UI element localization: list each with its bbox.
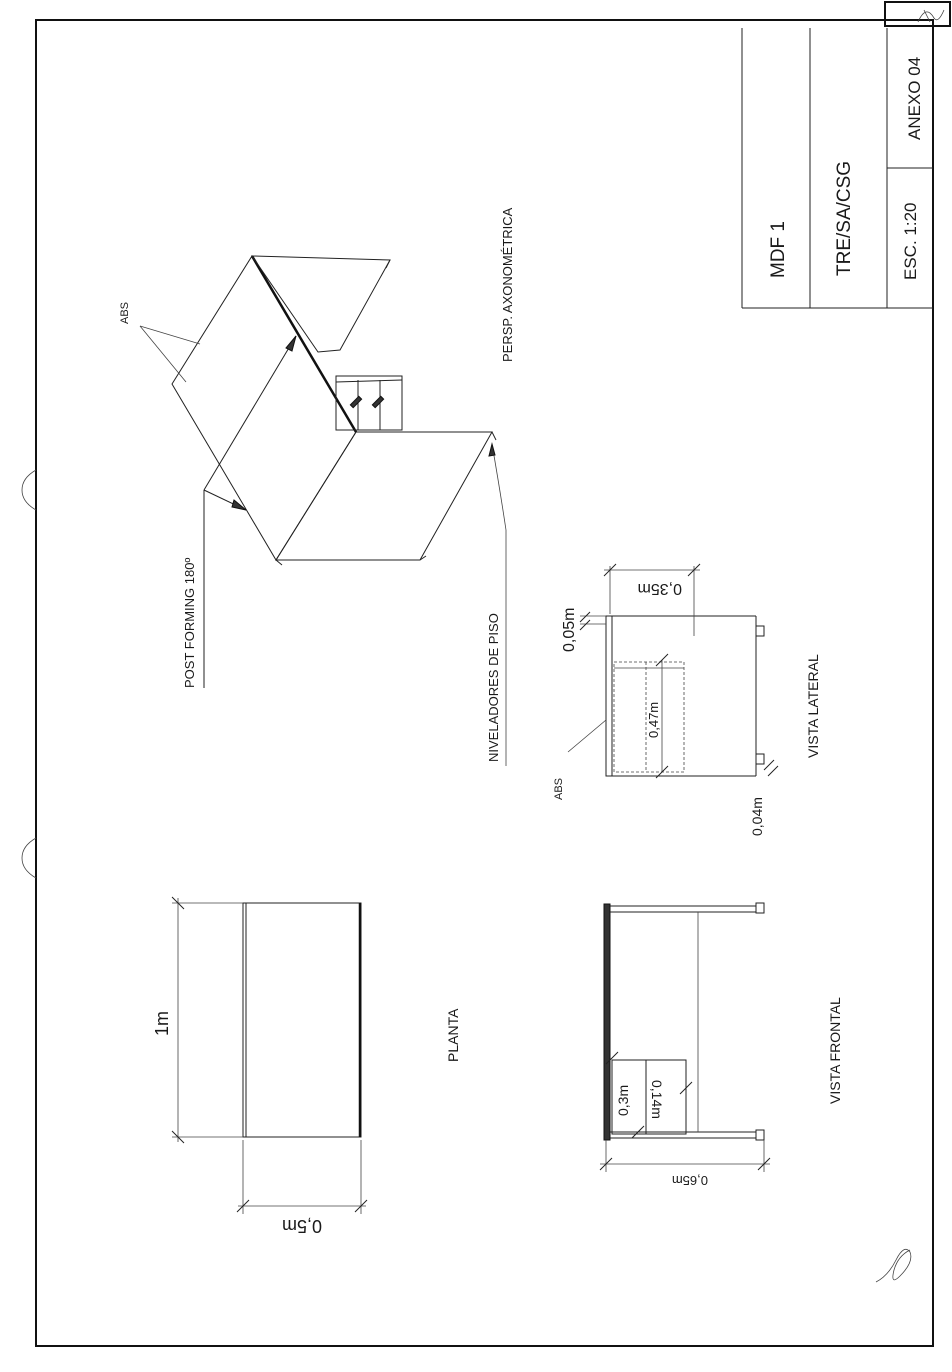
plan-desk-outline	[243, 903, 361, 1137]
side-top	[606, 616, 612, 776]
abs-leader-1	[140, 326, 200, 344]
drawer-pedestal	[336, 376, 402, 430]
binding-hole-bottom	[22, 838, 36, 878]
title-annex: ANEXO 04	[905, 56, 924, 140]
side-depth-label: 0,35m	[637, 580, 682, 597]
side-title: VISTA LATERAL	[805, 654, 821, 758]
plan-title: PLANTA	[445, 1008, 461, 1062]
side-view	[553, 564, 821, 836]
title-scale: ESC. 1:20	[901, 202, 920, 280]
front-width-label: 0,65m	[671, 1173, 708, 1188]
levelers-label: NIVELADORES DE PISO	[486, 613, 501, 762]
front-drawer-label: 0,3m	[615, 1084, 631, 1116]
right-leg-panel	[252, 256, 390, 352]
front-view	[600, 903, 843, 1188]
side-top-label: 0,05m	[561, 607, 578, 652]
plan-width-label: 0,5m	[281, 1216, 323, 1236]
front-drawer-height-label: 0,14m	[649, 1080, 665, 1119]
abs-leader-2	[140, 326, 186, 382]
title-model: MDF 1	[768, 221, 789, 278]
drawer-handle-2	[372, 396, 383, 407]
post-forming-leader	[204, 336, 296, 490]
drawer-handle-1	[350, 396, 361, 407]
front-top	[604, 904, 610, 1140]
side-height-label: 0,47m	[646, 701, 661, 738]
binding-hole-top	[22, 470, 36, 510]
post-forming-edge	[252, 256, 356, 432]
title-block	[742, 28, 933, 308]
signature	[876, 1249, 911, 1282]
perspective-abs-label: ABS	[119, 301, 131, 324]
front-title: VISTA FRONTAL	[827, 997, 843, 1104]
title-department: TRE/SA/CSG	[834, 160, 855, 276]
drawing-frame	[36, 20, 933, 1346]
plan-view	[152, 897, 461, 1236]
plan-length-label: 1m	[152, 1010, 172, 1036]
perspective-view	[119, 207, 515, 766]
side-abs-label: ABS	[553, 777, 565, 800]
post-forming-label: POST FORMING 180º	[182, 557, 197, 688]
desk-top-surface	[172, 256, 356, 560]
side-foot-label: 0,04m	[749, 797, 765, 836]
front-modesty-panel	[276, 432, 492, 560]
corner-stamp	[885, 2, 950, 26]
perspective-title: PERSP. AXONOMÉTRICA	[500, 207, 515, 362]
